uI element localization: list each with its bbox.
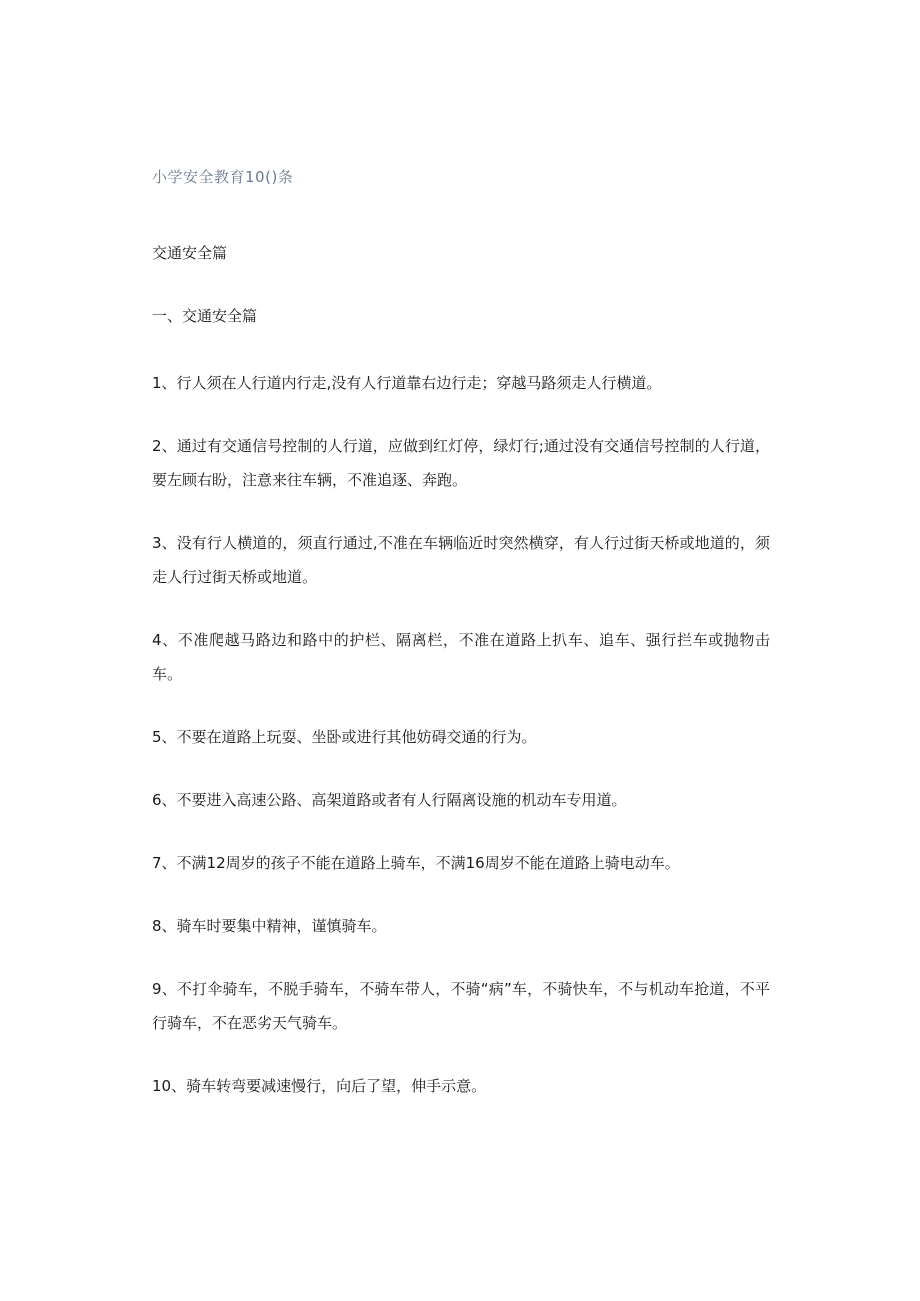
subsection-heading: 一、交通安全篇 — [152, 307, 258, 325]
rule-item-7: 7、不满12周岁的孩子不能在道路上骑车，不满16周岁不能在道路上骑电动车。 — [152, 854, 680, 872]
rule-item-3: 3、没有行人横道的，须直行通过,不准在车辆临近时突然横穿，有人行过街天桥或地道的，须走人行过街天桥或地道。 — [152, 534, 770, 586]
rule-item-2: 2、通过有交通信号控制的人行道，应做到红灯停，绿灯行;通过没有交通信号控制的人行道，要左顾右盼，注意来往车辆，不准追逐、奔跑。 — [152, 437, 770, 489]
rule-item-10: 10、骑车转弯要减速慢行，向后了望，伸手示意。 — [152, 1077, 487, 1095]
rule-item-5: 5、不要在道路上玩耍、坐卧或进行其他妨碍交通的行为。 — [152, 728, 537, 746]
section-heading: 交通安全篇 — [152, 244, 228, 262]
rule-item-6: 6、不要进入高速公路、高架道路或者有人行隔离设施的机动车专用道。 — [152, 791, 627, 809]
document-title: 小学安全教育10()条 — [152, 168, 294, 186]
rule-item-1: 1、行人须在人行道内行走,没有人行道靠右边行走；穿越马路须走人行横道。 — [152, 374, 662, 392]
rules-list — [152, 366, 770, 1132]
rule-item-4: 4、不准爬越马路边和路中的护栏、隔离栏，不准在道路上扒车、追车、强行拦车或抛物击车。 — [152, 631, 770, 683]
rule-item-8: 8、骑车时要集中精神，谨慎骑车。 — [152, 917, 387, 935]
rule-item-9: 9、不打伞骑车，不脱手骑车，不骑车带人，不骑“病”车，不骑快车，不与机动车抢道，不平行骑车，不在恶劣天气骑车。 — [152, 980, 770, 1032]
